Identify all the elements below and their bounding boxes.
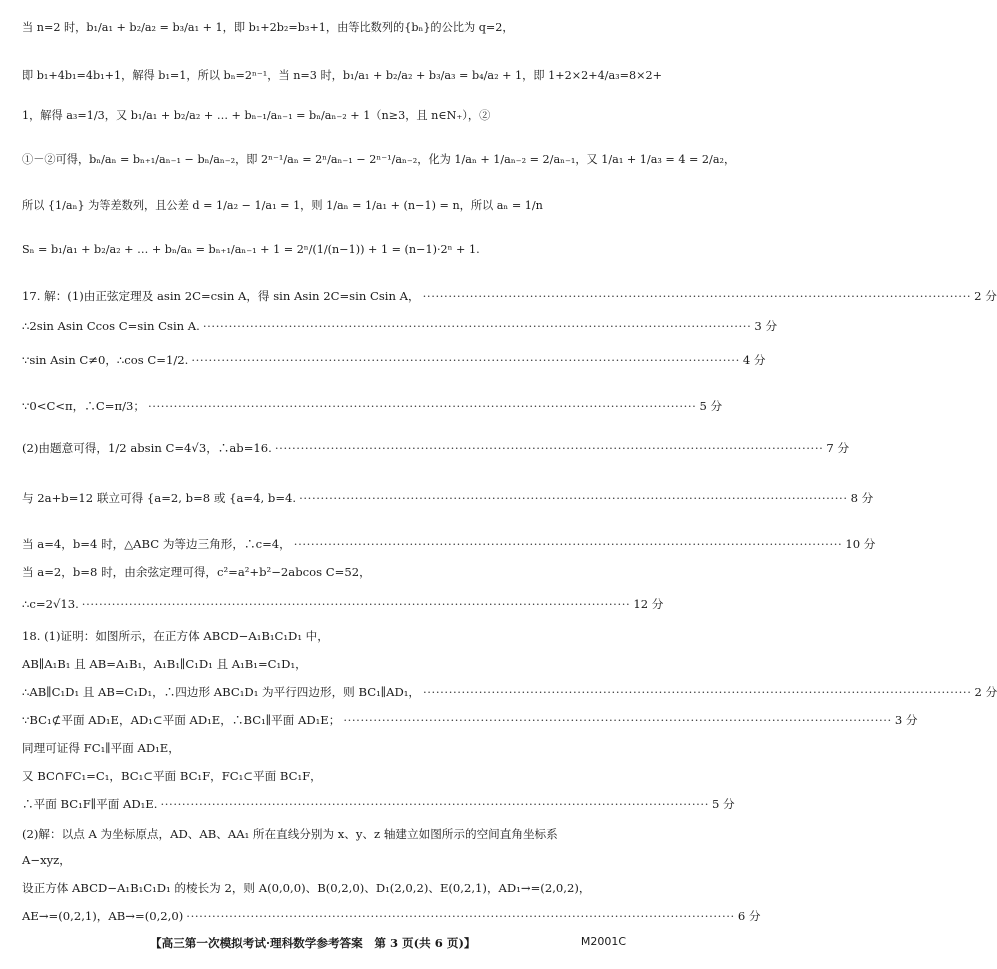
score-label: 2 分 xyxy=(974,685,997,699)
footer-title: 【高三第一次模拟考试·理科数学参考答案 第 3 页(共 6 页)】 xyxy=(150,936,476,950)
step-text: 18. (1)证明：如图所示，在正方体 ABCD−A₁B₁C₁D₁ 中， xyxy=(22,629,329,643)
step-text: 当 a=2，b=8 时，由余弦定理可得，c²=a²+b²−2abcos C=52， xyxy=(22,565,371,579)
solution-step xyxy=(22,796,735,812)
step-text: ∵BC₁⊄平面 AD₁E，AD₁⊂平面 AD₁E，∴BC₁∥平面 AD₁E； xyxy=(22,713,341,727)
score-label: 5 分 xyxy=(699,399,723,413)
score-label: 7 分 xyxy=(826,441,850,455)
solution-step xyxy=(22,352,766,368)
score-label: 2 分 xyxy=(974,289,997,303)
leader-dots xyxy=(420,685,975,699)
leader-dots xyxy=(296,491,851,505)
leader-dots xyxy=(188,353,743,367)
leader-dots xyxy=(272,441,827,455)
solution-step xyxy=(22,564,626,580)
solution-step xyxy=(22,656,626,672)
solution-step xyxy=(22,684,997,700)
text-line: 当 n=2 时，b₁/a₁ + b₂/a₂ = b₃/a₁ + 1，即 b₁+2b₂=b₃+1，由等比数列的{bₙ}的公比为 q=2， xyxy=(22,21,514,34)
score-label: 3 分 xyxy=(894,713,918,727)
solution-step xyxy=(22,768,626,784)
solution-step xyxy=(22,440,850,456)
solution-step xyxy=(22,880,626,896)
solution-step xyxy=(22,628,626,644)
text-line: ①－②可得，bₙ/aₙ = bₙ₊₁/aₙ₋₁ − bₙ/aₙ₋₂，即 2ⁿ⁻¹/aₙ = 2ⁿ/aₙ₋₁ − 2ⁿ⁻¹/aₙ₋₂，化为 1/aₙ + 1/aₙ₋₂ = 2/aₙ₋₁，又 1/a₁ + 1/a₃ = 4 = 2/a₂， xyxy=(22,153,736,166)
score-label: 4 分 xyxy=(742,353,766,367)
step-text: 同理可证得 FC₁∥平面 AD₁E， xyxy=(22,741,180,755)
step-text: 与 2a+b=12 联立可得 {a=2, b=8 或 {a=4, b=4. xyxy=(22,491,297,505)
text-line: 即 b₁+4b₁=4b₁+1，解得 b₁=1，所以 bₙ=2ⁿ⁻¹，当 n=3 时，b₁/a₁ + b₂/a₂ + b₃/a₃ = b₄/a₂ + 1，即 1+2×2+4/a₃=8×2+ xyxy=(22,69,662,82)
solution-step xyxy=(22,490,874,506)
solution-step xyxy=(22,826,626,842)
score-label: 6 分 xyxy=(737,909,761,923)
solution-step xyxy=(22,318,778,334)
step-text: ∴平面 BC₁F∥平面 AD₁E. xyxy=(22,797,158,811)
footer-code: M2001C xyxy=(580,935,626,948)
solution-step xyxy=(22,908,761,924)
step-text: 又 BC∩FC₁=C₁，BC₁⊂平面 BC₁F，FC₁⊂平面 BC₁F， xyxy=(22,769,322,783)
leader-dots xyxy=(183,909,738,923)
leader-dots xyxy=(145,399,700,413)
text-line: 1，解得 a₃=1/3，又 b₁/a₁ + b₂/a₂ + … + bₙ₋₁/aₙ₋₁ = bₙ/aₙ₋₂ + 1（n≥3，且 n∈N₊），② xyxy=(22,109,491,122)
score-label: 3 分 xyxy=(754,319,778,333)
solution-step xyxy=(22,536,876,552)
page xyxy=(22,0,997,969)
solution-step xyxy=(22,596,664,612)
step-text: ∴c=2√13. xyxy=(22,597,79,611)
solution-step xyxy=(22,288,997,304)
step-text: ∴AB∥C₁D₁ 且 AB=C₁D₁，∴四边形 ABC₁D₁ 为平行四边形，则 BC₁∥AD₁， xyxy=(22,685,420,699)
leader-dots xyxy=(340,713,895,727)
solution-step xyxy=(22,740,626,756)
score-label: 12 分 xyxy=(633,597,664,611)
step-text: ∵0<C<π，∴C=π/3； xyxy=(22,399,145,413)
solution-step xyxy=(22,712,918,728)
step-text: 设正方体 ABCD−A₁B₁C₁D₁ 的棱长为 2，则 A(0,0,0)、B(0,2,0)、D₁(2,0,2)、E(0,2,1)，AD₁→=(2,0,2)， xyxy=(22,881,591,895)
step-text: AE→=(0,2,1)，AB→=(0,2,0) xyxy=(22,909,184,923)
leader-dots xyxy=(157,797,712,811)
step-text: AB∥A₁B₁ 且 AB=A₁B₁，A₁B₁∥C₁D₁ 且 A₁B₁=C₁D₁， xyxy=(22,657,307,671)
solution-step xyxy=(22,852,626,868)
step-text: 当 a=4，b=4 时，△ABC 为等边三角形，∴c=4， xyxy=(22,537,291,551)
text-line: Sₙ = b₁/a₁ + b₂/a₂ + … + bₙ/aₙ = bₙ₊₁/aₙ₋₁ + 1 = 2ⁿ/(1/(n−1)) + 1 = (n−1)·2ⁿ + 1. xyxy=(22,243,480,256)
score-label: 10 分 xyxy=(845,537,876,551)
leader-dots xyxy=(420,289,975,303)
step-text: ∵sin Asin C≠0，∴cos C=1/2. xyxy=(22,353,189,367)
step-text: (2)由题意可得，1/2 absin C=4√3，∴ab=16. xyxy=(22,441,272,455)
step-text: (2)解：以点 A 为坐标原点，AD、AB、AA₁ 所在直线分别为 x、y、z 轴建立如图所示的空间直角坐标系 xyxy=(22,827,558,841)
text-line: 所以 {1/aₙ} 为等差数列，且公差 d = 1/a₂ − 1/a₁ = 1，则 1/aₙ = 1/a₁ + (n−1) = n，所以 aₙ = 1/n xyxy=(22,199,543,212)
step-text: ∴2sin Asin Ccos C=sin Csin A. xyxy=(22,319,200,333)
leader-dots xyxy=(79,597,634,611)
leader-dots xyxy=(200,319,755,333)
score-label: 5 分 xyxy=(712,797,735,811)
score-label: 8 分 xyxy=(850,491,874,505)
leader-dots xyxy=(291,537,846,551)
step-text: A−xyz， xyxy=(22,853,71,867)
solution-step xyxy=(22,398,723,414)
step-text: 17. 解：(1)由正弦定理及 asin 2C=csin A，得 sin Asin 2C=sin Csin A， xyxy=(22,289,420,303)
